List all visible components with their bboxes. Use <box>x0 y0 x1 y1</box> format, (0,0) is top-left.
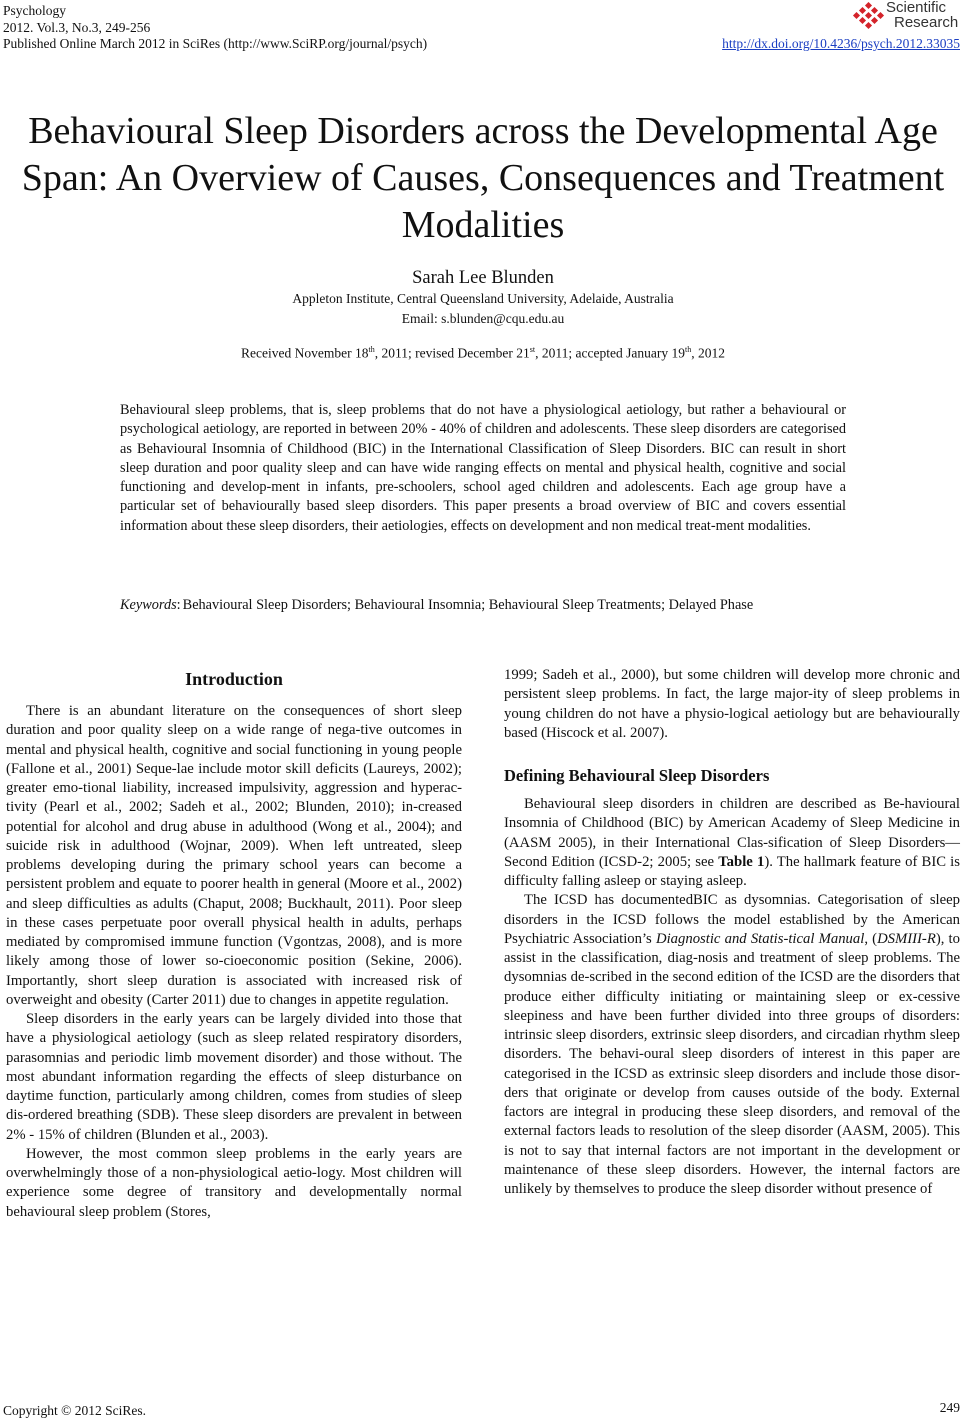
left-column <box>6 666 462 1222</box>
journal-volume: 2012. Vol.3, No.3, 249-256 <box>3 19 151 35</box>
defining-heading: Defining Behavioural Sleep Disorders <box>504 766 770 785</box>
journal-header <box>3 3 427 53</box>
defining-p1-text-a: Behavioural sleep disorders in children are described as Be-havioural Insomnia of Childhood (BIC) by American Academy of Sleep Medicine in (AASM 2005), in their International Clas-sification of Sleep Disorders—Second Edition (ICSD-2; 2005; see <box>504 796 960 870</box>
logo-dots-icon <box>852 2 886 32</box>
right-column <box>504 666 960 1199</box>
publisher-logo <box>852 0 962 36</box>
author-email: Email: s.blunden@cqu.edu.au <box>401 311 565 326</box>
defining-p2-text-e: ), to assist in the classification, diag-nosis and treatment of sleep problems. The dysomnias de-scribed in the second edition of the ICSD are the disorders that produce either difficulty initiating or maintaining sleep or ex-cessive sleepiness and have been further divided into three groups of disorders: intrinsic sleep disorders, extrinsic sleep disorders, and circadian rhythm sleep disorders. The behavi-oural sleep disorders of interest in this paper are categorised in the ICSD as extrinsic sleep disorders and include those disor-ders that originate or develop from causes outside of the body. External factors are integral in producing these sleep disorders, and removal of the external factors leads to resolution of the sleep disorder (AASM, 2005). This is not to say that internal factors are not important in the development or maintenance of these sleep disorders. However, the internal factors are unlikely by themselves to produce the sleep disorder without presence of <box>504 930 960 1197</box>
table-1-reference[interactable]: Table 1 <box>718 853 765 870</box>
defining-paragraph-1 <box>504 795 960 891</box>
defining-paragraph-2 <box>504 891 960 1199</box>
doi-link[interactable]: http://dx.doi.org/10.4236/psych.2012.33035 <box>722 36 960 51</box>
keywords-label: Keywords <box>120 597 177 613</box>
author-affiliation: Appleton Institute, Central Queensland University, Adelaide, Australia <box>292 291 674 306</box>
intro-paragraph-3: However, the most common sleep problems in the early years are overwhelmingly those of a non-physiological aetio-logy. Most children will experience some degree of transitory and developmentally normal behavioural sleep problem (Stores, <box>6 1145 462 1220</box>
page-number: 249 <box>939 1400 960 1415</box>
dsm-abbrev-italic: DSMIII-R <box>877 930 936 947</box>
logo-text <box>886 0 958 30</box>
defining-p1-text-c: ). The hallmark feature of BIC is difficulty falling asleep or staying asleep. <box>504 853 960 889</box>
footer-copyright: Copyright © 2012 SciRes. <box>3 1403 147 1418</box>
received-sup-3: th <box>684 345 692 354</box>
intro-paragraph-1: There is an abundant literature on the consequences of short sleep duration and poor quality sleep on a wide range of nega-tive outcomes in mental and physical health, cognitive and social functioning in young people (Fallone et al., 2001) Seque-lae include motor skill deficits (Laureys, 2002); greater emo-tional liability, increased impulsivity, aggression and hyperac-tivity (Pearl et al., 2002; Sadeh et al., 2002; Blunden, 2010); in-creased potential for alcohol and drug abuse in adulthood (Wong et al., 2004); and suicide risk in adulthood (Wojnar, 2009). When left untreated, sleep problems developing during the primary school years can become a persistent problem and equate to poorer health in general (Moore et al., 2002) and sleep difficulties as adults (Chaput, 2008; Buckhault, 2011). Poor sleep in these cases perpetuate poor overall physical health in adults, perhaps mediated by compromised immune function (Vgontzas, 2008), and is more likely among those of lower so-cioeconomic position (Sekine, 2006). Importantly, short sleep duration is associated with increased risk of overweight and obesity (Carter 2011) due to changes in appetite regulation. <box>6 703 462 1008</box>
received-text-3: , 2011; accepted January 19 <box>535 345 685 361</box>
keywords <box>120 596 846 615</box>
abstract: Behavioural sleep problems, that is, sleep problems that do not have a physiological aetiology, but rather a behavioural or psychological aetiology, are reported in between 20% - 40% of children and adolescents. These sleep disorders are categorised as Behavioural Insomnia of Childhood (BIC) in the International Classification of Sleep Disorders. BIC can result in short sleep duration and poor quality sleep and can have wide ranging effects on mental and physical health, cognitive and social functioning and develop-ment in infants, pre-schoolers, school aged children and adolescents. Each age group have a particular set of behaviourally based sleep disorders. This paper presents a broad overview of BIC and covers essential information about these sleep disorders, their aetiologies, effects on development and non medical treat-ment modalities. <box>120 402 846 534</box>
journal-name: Psychology <box>3 3 67 18</box>
keywords-list: Behavioural Sleep Disorders; Behavioural Insomnia; Behavioural Sleep Treatments; Delayed Phase <box>182 597 754 613</box>
logo-line2: Research <box>894 14 959 31</box>
received-text-2: , 2011; revised December 21 <box>374 345 530 361</box>
received-dates <box>0 345 966 362</box>
author-name: Sarah Lee Blunden <box>412 268 554 288</box>
received-text-4: , 2012 <box>691 345 725 361</box>
received-text-1: Received November 18 <box>241 345 369 361</box>
received-sup-2: st <box>529 345 536 354</box>
received-sup-1: th <box>368 345 375 354</box>
logo-line1: Scientific <box>886 0 947 16</box>
defining-p2-text-a: The ICSD has documentedBIC as dysomnias. Categorisation of sleep disorders in the ICSD follows the model established by the American Psychiatric Association’s <box>504 892 960 947</box>
journal-published: Published Online March 2012 in SciRes (http://www.SciRP.org/journal/psych) <box>3 36 428 51</box>
defining-p2-text-c: , ( <box>864 930 878 947</box>
intro-paragraph-3-continued: 1999; Sadeh et al., 2000), but some children will develop more chronic and persistent sleep problems. In fact, the large major-ity of sleep problems in young children do not have a physio-logical aetiology but are behaviourally based (Hiscock et al. 2007). <box>504 667 960 741</box>
keywords-colon: : <box>176 597 181 613</box>
dsm-title-italic: Diagnostic and Statis-tical Manual <box>655 930 865 947</box>
intro-paragraph-2: Sleep disorders in the early years can be largely divided into those that have a physiological aetiology (such as sleep related respiratory disorders, parasomnias and periodic limb movement disorder) and those without. The most abundant information regarding the effects of sleep disturbance on daytime function, particularly among children, comes from studies of sleep dis-ordered breathing (SDB). These sleep disorders are prevalent in between 2% - 15% of children (Blunden et al., 2003). <box>6 1011 462 1143</box>
paper-title: Behavioural Sleep Disorders across the Developmental Age Span: An Overview of Causes, Consequences and Treatment Modalities <box>21 110 945 246</box>
intro-heading: Introduction <box>185 669 283 689</box>
